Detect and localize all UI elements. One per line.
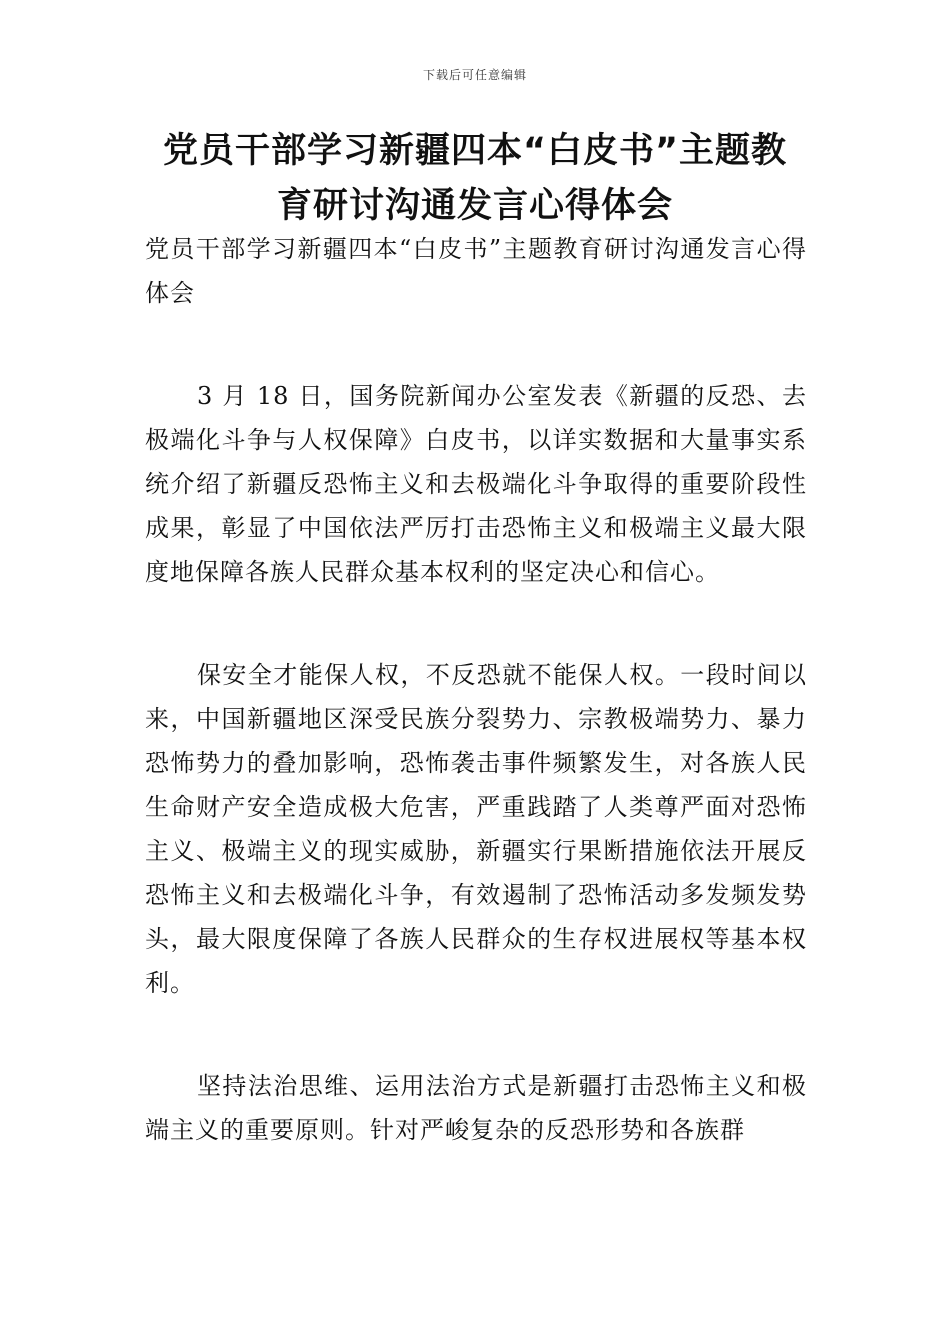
paragraph-1: 3 月 18 日，国务院新闻办公室发表《新疆的反恐、去极端化斗争与人权保障》白皮书，以详实数据和大量事实系统介绍了新疆反恐怖主义和去极端化斗争取得的重要阶段性成果，彰显了中国依法严厉打击恐怖主义和极端主义最大限度地保障各族人民群众基本权利的坚定决心和信心。	[145, 382, 807, 586]
paragraph-2: 保安全才能保人权，不反恐就不能保人权。一段时间以来，中国新疆地区深受民族分裂势力、宗教极端势力、暴力恐怖势力的叠加影响，恐怖袭击事件频繁发生，对各族人民生命财产安全造成极大危害，严重践踏了人类尊严面对恐怖主义、极端主义的现实威胁，新疆实行果断措施依法开展反恐怖主义和去极端化斗争，有效遏制了恐怖活动多发频发势头，最大限度保障了各族人民群众的生存权进展权等基本权利。	[145, 661, 807, 997]
paragraph-3: 坚持法治思维、运用法治方式是新疆打击恐怖主义和极端主义的重要原则。针对严峻复杂的反恐形势和各族群	[145, 1072, 807, 1144]
document-title: 党员干部学习新疆四本“白皮书”主题教育研讨沟通发言心得体会	[162, 131, 787, 226]
document-body	[145, 227, 807, 1211]
header-note: 下载后可任意编辑	[422, 68, 527, 82]
document-subtitle: 党员干部学习新疆四本“白皮书”主题教育研讨沟通发言心得体会	[145, 235, 807, 307]
